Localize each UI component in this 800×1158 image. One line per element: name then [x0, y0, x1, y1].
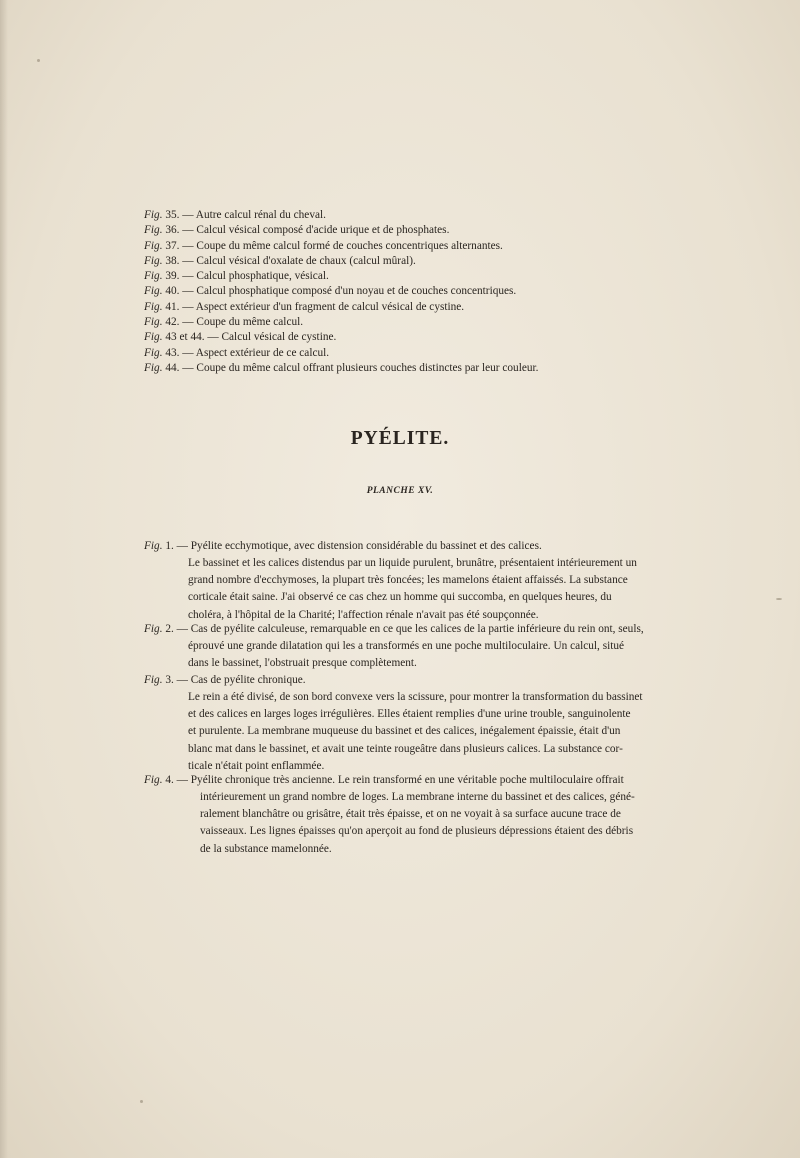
figure-description-head: Fig. 2. — Cas de pyélite calculeuse, remarquable en ce que les calices de la partie inférieure du rein ont, seuls, — [144, 623, 644, 635]
body-line: dans le bassinet, l'obstruait presque complètement. — [188, 657, 417, 670]
body-line: ralement blanchâtre ou grisâtre, était très épaisse, et on ne voyait à sa surface aucune trace de — [200, 808, 621, 821]
body-line: intérieurement un grand nombre de loges. La membrane interne du bassinet et des calices, géné- — [200, 791, 635, 803]
page-edge-shadow — [0, 0, 8, 1158]
figure-description-head: Fig. 1. — Pyélite ecchymotique, avec distension considérable du bassinet et des calices. — [144, 540, 542, 552]
figure-list-item: Fig. 43 et 44. — Calcul vésical de cystine. — [144, 331, 337, 344]
body-line: Le rein a été divisé, de son bord convexe vers la scissure, pour montrer la transformation du bassinet — [188, 691, 643, 703]
figure-description-body — [188, 638, 650, 672]
section-title: PYÉLITE. — [350, 428, 450, 449]
body-line: ticale n'était point enflammée. — [188, 759, 325, 772]
figure-description-body — [188, 555, 650, 624]
paper-blemish — [37, 59, 40, 62]
figure-description-head: Fig. 4. — Pyélite chronique très ancienne. Le rein transformé en une véritable poche multiloculaire offrait — [144, 774, 624, 786]
paper-blemish — [776, 598, 782, 600]
figure-list — [144, 208, 604, 376]
figure-list-item: Fig. 35. — Autre calcul rénal du cheval. — [144, 209, 326, 221]
figure-list-item: Fig. 42. — Coupe du même calcul. — [144, 316, 304, 329]
figure-description-2 — [144, 621, 654, 638]
planche-heading: PLANCHE XV. — [366, 486, 434, 496]
body-line: choléra, à l'hôpital de la Charité; l'affection rénale n'avait pas été soupçonnée. — [188, 608, 539, 621]
body-line: de la substance mamelonnée. — [200, 842, 332, 855]
paper-blemish — [140, 1100, 143, 1103]
body-line: vaisseaux. Les lignes épaisses qu'on aperçoit au fond de plusieurs dépressions étaient des débris — [200, 825, 634, 838]
figure-description-4 — [144, 772, 654, 789]
body-line: et purulente. La membrane muqueuse du bassinet et des calices, inégalement épaissie, était d'un — [188, 725, 621, 738]
figure-list-item: Fig. 44. — Coupe du même calcul offrant plusieurs couches distinctes par leur couleur. — [144, 361, 539, 374]
body-line: grand nombre d'ecchymoses, la plupart très foncées; les mamelons étaient affaissés. La substance — [188, 574, 628, 587]
body-line: blanc mat dans le bassinet, et avait une teinte rougeâtre dans plusieurs calices. La substance cor- — [188, 742, 623, 755]
figure-description-head: Fig. 3. — Cas de pyélite chronique. — [144, 674, 306, 686]
figure-description-3 — [144, 672, 544, 689]
body-line: corticale était saine. J'ai observé ce cas chez un homme qui succomba, en quelques heures, du — [188, 591, 612, 604]
figure-description-body — [188, 689, 650, 775]
figure-list-item: Fig. 41. — Aspect extérieur d'un fragment de calcul vésical de cystine. — [144, 300, 465, 313]
figure-list-item: Fig. 39. — Calcul phosphatique, vésical. — [144, 270, 329, 283]
figure-description-body — [200, 789, 650, 858]
figure-description-1 — [144, 538, 644, 555]
figure-list-item: Fig. 37. — Coupe du même calcul formé de couches concentriques alternantes. — [144, 239, 503, 252]
figure-list-item: Fig. 38. — Calcul vésical d'oxalate de chaux (calcul mûral). — [144, 254, 416, 267]
body-line: Le bassinet et les calices distendus par un liquide purulent, brunâtre, présentaient intérieurement un — [188, 557, 637, 569]
figure-list-item: Fig. 40. — Calcul phosphatique composé d'un noyau et de couches concentriques. — [144, 285, 517, 298]
figure-list-item: Fig. 43. — Aspect extérieur de ce calcul. — [144, 346, 330, 359]
body-line: et des calices en larges loges irrégulières. Elles étaient remplies d'une urine trouble, sanguinolente — [188, 708, 631, 721]
figure-list-item: Fig. 36. — Calcul vésical composé d'acide urique et de phosphates. — [144, 224, 450, 237]
body-line: éprouvé une grande dilatation qui les a transformés en une poche multiloculaire. Un calcul, situé — [188, 640, 625, 652]
